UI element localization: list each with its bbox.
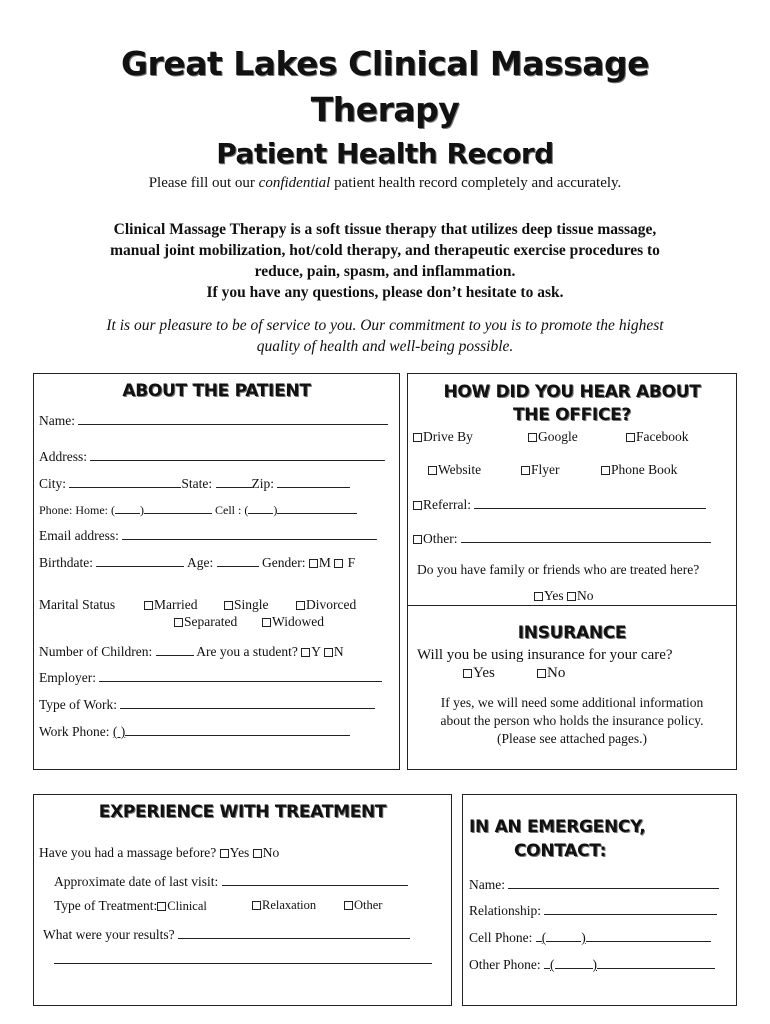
insurance-section: INSURANCE Will you be using insurance for your care? Yes No If yes, we will need some additional information about the person who holds the insurance policy. (Please see attached pages.) — [407, 605, 737, 770]
emergency-name-field[interactable] — [508, 875, 719, 889]
form-subtitle: Patient Health Record — [216, 137, 554, 170]
home-phone-field[interactable] — [144, 500, 212, 514]
other-source-checkbox[interactable] — [413, 535, 422, 544]
divorced-checkbox[interactable] — [296, 601, 305, 610]
results-label: What were your results? — [43, 927, 175, 942]
state-label: State: — [181, 476, 213, 491]
emergency-heading: IN AN EMERGENCY, CONTACT: — [469, 817, 646, 861]
work-type-label: Type of Work: — [39, 697, 117, 712]
family-yes-checkbox[interactable] — [534, 592, 543, 601]
work-phone-label: Work Phone: — [39, 724, 110, 739]
therapy-description: Clinical Massage Therapy is a soft tissue therapy that utilizes deep tissue massage, manual joint mobilization, hot/cold therapy, and therapeutic exercise procedures to reduce, pain, spasm, and inflammation. If you have any questions, please don’t hesitate to ask. — [110, 221, 660, 301]
work-phone-area: ( ) — [112, 724, 126, 739]
birthdate-label: Birthdate: — [39, 555, 93, 570]
last-visit-field[interactable] — [222, 872, 408, 886]
massage-before-label: Have you had a massage before? — [39, 845, 217, 860]
insurance-yes-checkbox[interactable] — [463, 669, 472, 678]
age-field[interactable] — [217, 553, 259, 567]
home-phone-area-field[interactable] — [115, 500, 140, 514]
massage-yes-checkbox[interactable] — [220, 849, 229, 858]
insurance-note: If yes, we will need some additional information about the person who holds the insurance policy. (Please see attached pages.) — [440, 695, 704, 746]
cell-label: Cell : ( — [215, 503, 249, 517]
insurance-no-checkbox[interactable] — [537, 669, 546, 678]
student-n-checkbox[interactable] — [324, 648, 333, 657]
relaxation-checkbox[interactable] — [252, 901, 261, 910]
website-checkbox[interactable] — [428, 466, 437, 475]
city-label: City: — [39, 476, 67, 491]
referral-checkbox[interactable] — [413, 501, 422, 510]
city-field[interactable] — [69, 474, 181, 488]
phone-book-checkbox[interactable] — [601, 466, 610, 475]
emergency-cell-area-field[interactable] — [546, 928, 581, 942]
treatment-type-label: Type of Treatment: — [54, 898, 158, 913]
zip-field[interactable] — [277, 474, 350, 488]
other-treatment-checkbox[interactable] — [344, 901, 353, 910]
google-checkbox[interactable] — [528, 433, 537, 442]
employer-field[interactable] — [99, 668, 382, 682]
gender-label: Gender: — [262, 555, 306, 570]
facebook-checkbox[interactable] — [626, 433, 635, 442]
results-field-line2[interactable] — [54, 963, 432, 964]
referral-field[interactable] — [474, 495, 706, 509]
zip-label: Zip: — [251, 476, 275, 491]
married-checkbox[interactable] — [144, 601, 153, 610]
emergency-section: IN AN EMERGENCY, CONTACT: Name: Relationship: Cell Phone: ( ) Other Phone: ( ) — [462, 794, 737, 1006]
home-phone-label: Phone: Home: ( — [39, 503, 115, 517]
experience-heading: EXPERIENCE WITH TREATMENT — [98, 802, 387, 822]
gender-f-checkbox[interactable] — [334, 559, 343, 568]
email-field[interactable] — [122, 526, 377, 540]
separated-checkbox[interactable] — [174, 618, 183, 627]
insurance-question: Will you be using insurance for your care? — [417, 647, 673, 663]
address-field[interactable] — [90, 447, 385, 461]
cell-field[interactable] — [277, 500, 357, 514]
family-question: Do you have family or friends who are treated here? — [417, 562, 700, 577]
results-field[interactable] — [178, 925, 410, 939]
marital-label: Marital Status — [39, 597, 116, 612]
other-phone-label: Other Phone: — [469, 957, 541, 972]
address-label: Address: — [39, 449, 87, 464]
birthdate-field[interactable] — [96, 553, 184, 567]
emergency-cell-label: Cell Phone: — [469, 930, 533, 945]
employer-label: Employer: — [39, 670, 96, 685]
gender-m-checkbox[interactable] — [309, 559, 318, 568]
widowed-checkbox[interactable] — [262, 618, 271, 627]
other-phone-field[interactable] — [597, 955, 715, 969]
commitment-text: It is our pleasure to be of service to you. Our commitment to you is to promote the highest quality of health and well-being possible. — [106, 317, 664, 355]
email-label: Email address: — [39, 528, 119, 543]
state-field[interactable] — [216, 474, 252, 488]
clinical-checkbox[interactable] — [157, 902, 166, 911]
about-patient-section: ABOUT THE PATIENT Name: Address: City: State: Zip: Phone: Home: ( ) Cell : ( ) Email address: Birthdate: Age: Gender: M F Marital Status Married Single Divorced Separated Widowed Number of Children: Are you a student? Y N Employer: Type of Work: Work Phone: ( ) — [33, 373, 400, 770]
intro-text: Please fill out our confidential patient health record completely and accurately. — [148, 175, 622, 191]
age-label: Age: — [187, 555, 214, 570]
work-type-field[interactable] — [120, 695, 375, 709]
relationship-field[interactable] — [544, 901, 717, 915]
massage-no-checkbox[interactable] — [253, 849, 262, 858]
name-field[interactable] — [78, 411, 388, 425]
student-label: Are you a student? — [196, 644, 298, 659]
single-checkbox[interactable] — [224, 601, 233, 610]
last-visit-label: Approximate date of last visit: — [54, 874, 219, 889]
form-title-line1: Great Lakes Clinical Massage — [120, 44, 650, 83]
referral-heading: HOW DID YOU HEAR ABOUT THE OFFICE? — [443, 382, 701, 425]
about-patient-heading: ABOUT THE PATIENT — [122, 381, 311, 401]
cell-area-field[interactable] — [248, 500, 273, 514]
children-field[interactable] — [156, 642, 194, 656]
drive-by-checkbox[interactable] — [413, 433, 422, 442]
name-label: Name: — [39, 413, 75, 428]
emergency-cell-field[interactable] — [586, 928, 711, 942]
other-source-field[interactable] — [461, 529, 711, 543]
insurance-heading: INSURANCE — [517, 623, 627, 643]
other-phone-area-field[interactable] — [555, 955, 593, 969]
relationship-label: Relationship: — [469, 903, 541, 918]
children-label: Number of Children: — [39, 644, 153, 659]
form-title-line2: Therapy — [310, 90, 460, 129]
student-y-checkbox[interactable] — [301, 648, 310, 657]
emergency-name-label: Name: — [469, 877, 505, 892]
family-no-checkbox[interactable] — [567, 592, 576, 601]
flyer-checkbox[interactable] — [521, 466, 530, 475]
referral-section: HOW DID YOU HEAR ABOUT THE OFFICE? Drive By Google Facebook Website Flyer Phone Book Referral: Other: Do you have family or friends who are treated here? Yes No — [407, 373, 737, 606]
experience-section: EXPERIENCE WITH TREATMENT Have you had a massage before? Yes No Approximate date of last visit: Type of Treatment: Clinical Relaxation Other What were your results? — [33, 794, 452, 1006]
work-phone-field[interactable] — [125, 722, 350, 736]
